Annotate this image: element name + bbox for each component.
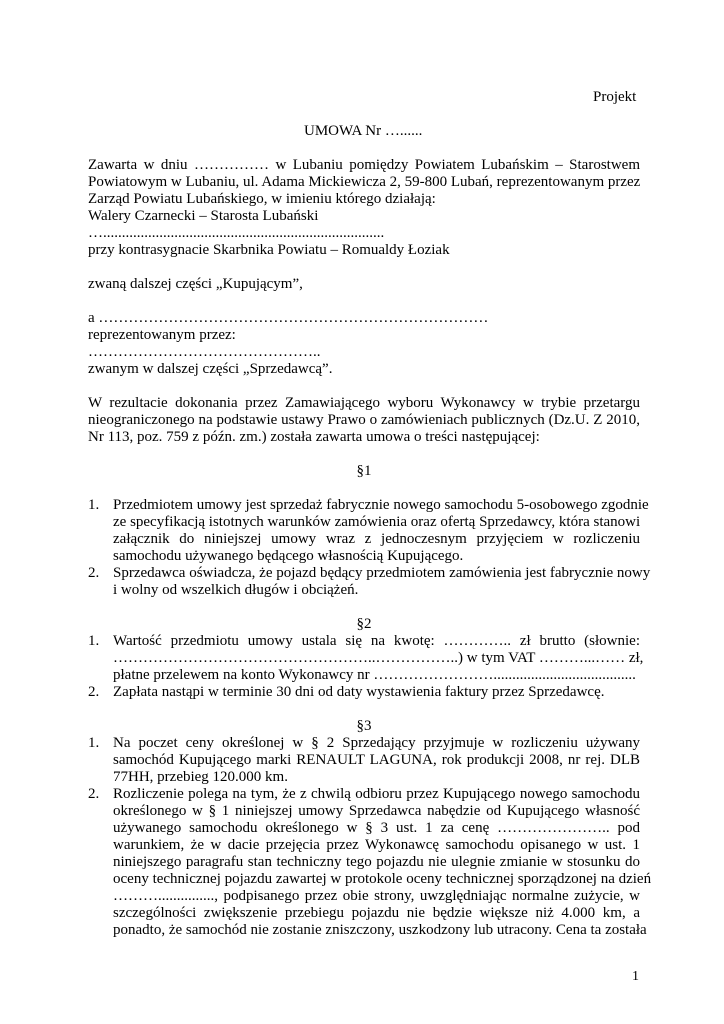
paragraph-line: warunkiem, że w dacie przejęcia przez Wykonawcę samochodu opisanego w ust. 1 xyxy=(113,837,640,853)
paragraph-line: i wolny od wszelkich długów i obciążeń. xyxy=(113,582,359,598)
preamble-line: W rezultacie dokonania przez Zamawiającego wyboru Wykonawcy w trybie przetargu xyxy=(88,395,640,411)
paragraph-line: samochodu używanego będącego własnością Kupującego. xyxy=(113,548,464,564)
paragraph-line: ponadto, że samochód nie zostanie zniszczony, uszkodzony lub utracony. Cena ta została xyxy=(113,922,647,938)
seller-line: ……………………………………….. xyxy=(88,344,321,360)
intro-line: Walery Czarnecki – Starosta Lubański xyxy=(88,208,319,224)
contract-title: UMOWA Nr …...... xyxy=(304,123,423,139)
paragraph-line: Rozliczenie polega na tym, że z chwilą odbioru przez Kupującego nowego samochodu xyxy=(113,786,640,802)
preamble-line: Nr 113, poz. 759 z późn. zm.) została zawarta umowa o treści następującej: xyxy=(88,429,540,445)
list-number: 2. xyxy=(88,684,100,700)
paragraph-line: Sprzedawca oświadcza, że pojazd będący przedmiotem zamówienia jest fabrycznie nowy xyxy=(113,565,651,581)
list-number: 2. xyxy=(88,786,100,802)
list-number: 1. xyxy=(88,633,100,649)
preamble-line: nieograniczonego na podstawie ustawy Prawo o zamówieniach publicznych (Dz.U. Z 2010, xyxy=(88,412,640,428)
list-number: 1. xyxy=(88,735,100,751)
paragraph-line: niniejszego paragrafu stan techniczny tego pojazdu nie ulegnie zmianie w stosunku do xyxy=(113,854,640,870)
section-heading: §1 xyxy=(356,463,372,479)
section-heading: §3 xyxy=(356,718,372,734)
list-number: 1. xyxy=(88,497,100,513)
intro-line: …........................................................................... xyxy=(88,225,385,241)
paragraph-line: określonego w § 1 niniejszej umowy Sprzedawca nabędzie od Kupującego własność xyxy=(113,803,640,819)
intro-line: Zawarta w dniu …………… w Lubaniu pomiędzy Powiatem Lubańskim – Starostwem xyxy=(88,157,640,173)
paragraph-line: Na poczet ceny określonej w § 2 Sprzedający przyjmuje w rozliczeniu używany xyxy=(113,735,640,751)
intro-line: przy kontrasygnacie Skarbnika Powiatu – Romualdy Łoziak xyxy=(88,242,450,258)
paragraph-line: załącznik do niniejszej umowy wraz z jednoczesnym przyjęciem w rozliczeniu xyxy=(113,531,640,547)
paragraph-line: Przedmiotem umowy jest sprzedaż fabrycznie nowego samochodu 5-osobowego zgodnie xyxy=(113,497,649,513)
seller-line: reprezentowanym przez: xyxy=(88,327,236,343)
paragraph-line: 77HH, przebieg 120.000 km. xyxy=(113,769,288,785)
section-heading: §2 xyxy=(356,616,372,632)
paragraph-line: oceny technicznej pojazdu zawartej w protokole oceny technicznej sporządzonej na dzień xyxy=(113,871,652,887)
buyer-clause: zwaną dalszej części „Kupującym”, xyxy=(88,276,303,292)
paragraph-line: samochód Kupującego marki RENAULT LAGUNA, rok produkcji 2008, nr rej. DLB xyxy=(113,752,640,768)
paragraph-line: płatne przelewem na konto Wykonawcy nr ……………………...................................... xyxy=(113,667,636,683)
paragraph-line: ze specyfikacją istotnych warunków zamówienia oraz ofertą Sprzedawcy, która stanowi xyxy=(113,514,641,530)
intro-line: Zarząd Powiatu Lubańskiego, w imieniu którego działają: xyxy=(88,191,436,207)
seller-line: zwanym w dalszej części „Sprzedawcą”. xyxy=(88,361,333,377)
seller-line: a …………………………………………………………………… xyxy=(88,310,489,326)
paragraph-line: szczególności zwiększenie przebiegu pojazdu nie będzie większe niż 4.000 km, a xyxy=(113,905,640,921)
paragraph-line: ………..............., podpisanego przez obie strony, uwzględniając normalne zużycie, w xyxy=(113,888,640,904)
paragraph-line: Zapłata nastąpi w terminie 30 dni od daty wystawienia faktury przez Sprzedawcę. xyxy=(113,684,605,700)
paragraph-line: ……………………………………………..……………..) w tym VAT ………...…… zł, xyxy=(113,650,644,666)
paragraph-line: używanego samochodu określonego w § 3 ust. 1 za cenę ………………….. pod xyxy=(113,820,640,836)
project-label: Projekt xyxy=(593,89,637,105)
intro-line: Powiatowym w Lubaniu, ul. Adama Mickiewicza 2, 59-800 Lubań, reprezentowanym przez xyxy=(88,174,641,190)
paragraph-line: Wartość przedmiotu umowy ustala się na kwotę: ………….. zł brutto (słownie: xyxy=(113,633,640,649)
list-number: 2. xyxy=(88,565,100,581)
page-number: 1 xyxy=(632,969,639,984)
